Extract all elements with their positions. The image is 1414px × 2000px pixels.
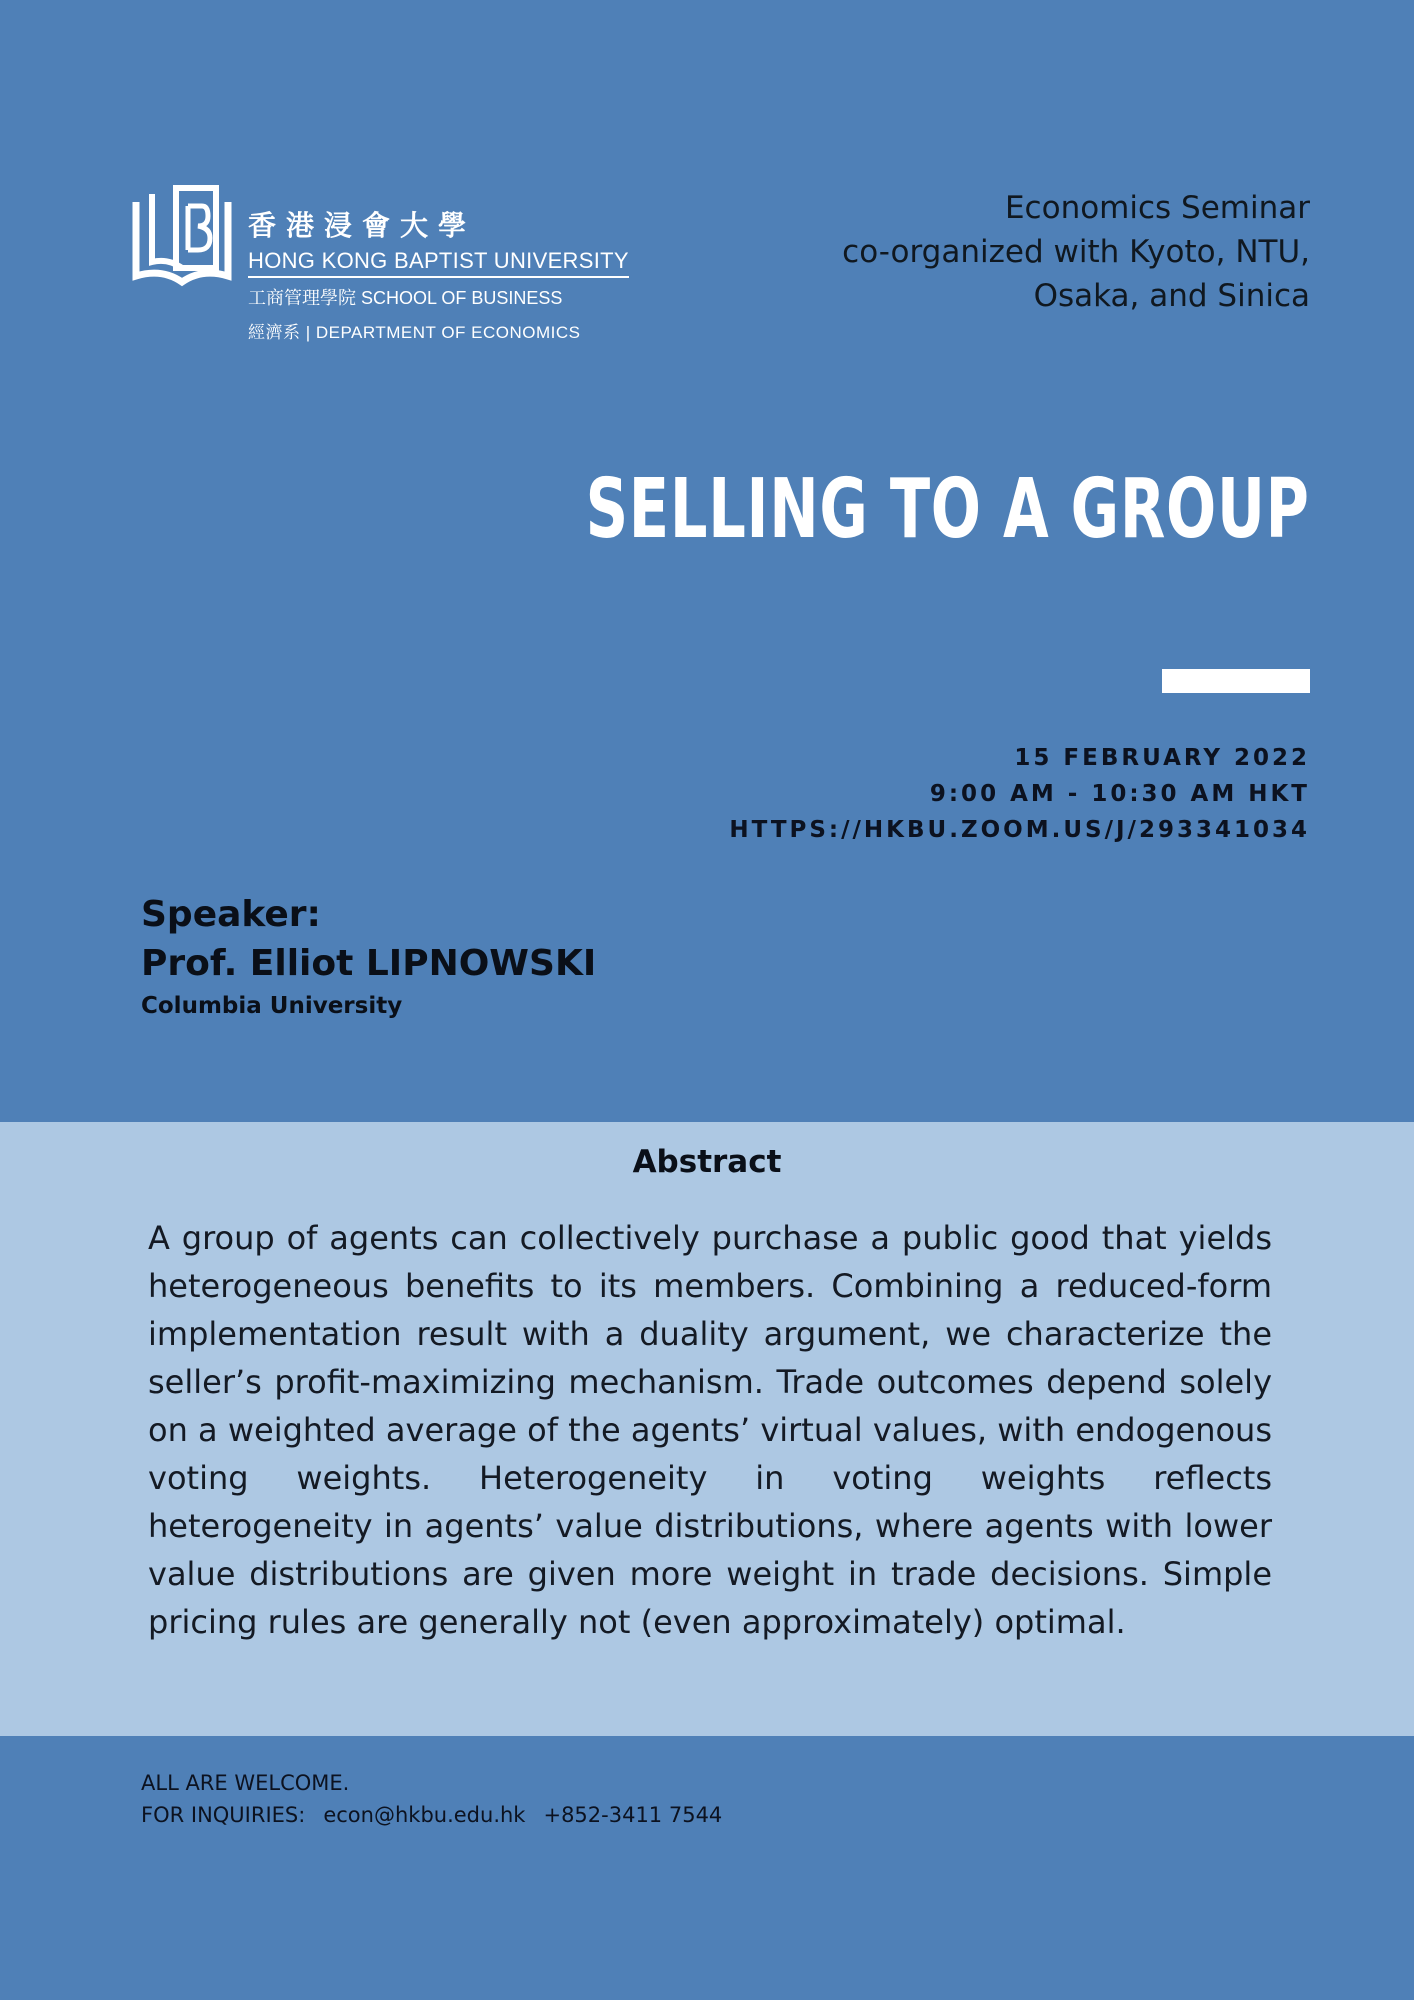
- speaker-affiliation: Columbia University: [141, 993, 403, 1019]
- event-details: [729, 740, 1310, 848]
- event-time: 9:00 AM - 10:30 AM HKT: [929, 781, 1310, 807]
- logo-school-name: 工商管理學院 SCHOOL OF BUSINESS: [248, 288, 563, 308]
- footer-inquiries: [141, 1799, 740, 1831]
- seminar-info: [750, 186, 1310, 318]
- seminar-line-2: co-organized with Kyoto, NTU,: [842, 234, 1310, 270]
- title-underline-bar: [1162, 669, 1310, 693]
- speaker-label: Speaker:: [141, 894, 321, 935]
- seminar-line-3: Osaka, and Sinica: [1033, 278, 1310, 314]
- logo-department-name: 經濟系 | DEPARTMENT OF ECONOMICS: [248, 323, 581, 342]
- speaker-block: [141, 892, 596, 1022]
- footer: [141, 1767, 740, 1831]
- university-logo: [132, 184, 629, 344]
- abstract-section: [0, 1122, 1414, 1736]
- event-date: 15 FEBRUARY 2022: [1014, 745, 1310, 771]
- abstract-heading: Abstract: [632, 1144, 782, 1180]
- abstract-body: A group of agents can collectively purchase a public good that yields heterogeneous benefits to its members. Combining a reduced-form implementation result with a duality argument, we characterize the seller’s profit-maximizing mechanism. Trade outcomes depend solely on a weighted average of the agents’ virtual values, with endogenous voting weights. Heterogeneity in voting weights reflects heterogeneity in agents’ value distributions, where agents with lower value distributions are given more weight in trade decisions. Simple pricing rules are generally not (even approximately) optimal.: [148, 1219, 1272, 1641]
- inquiries-label: FOR INQUIRIES:: [141, 1803, 306, 1827]
- book-emblem-icon: [132, 184, 232, 294]
- inquiries-email[interactable]: econ@hkbu.edu.hk: [323, 1803, 526, 1827]
- inquiries-phone: +852-3411 7544: [543, 1803, 723, 1827]
- logo-chinese-name: 香港浸會大學: [248, 209, 477, 242]
- seminar-line-1: Economics Seminar: [1004, 190, 1310, 226]
- seminar-title: SELLING TO A GROUP: [585, 462, 1310, 557]
- logo-english-name: HONG KONG BAPTIST UNIVERSITY: [248, 248, 629, 278]
- speaker-name: Prof. Elliot LIPNOWSKI: [141, 943, 597, 984]
- footer-welcome: ALL ARE WELCOME.: [141, 1771, 350, 1795]
- event-zoom-link[interactable]: HTTPS://HKBU.ZOOM.US/J/293341034: [729, 817, 1310, 843]
